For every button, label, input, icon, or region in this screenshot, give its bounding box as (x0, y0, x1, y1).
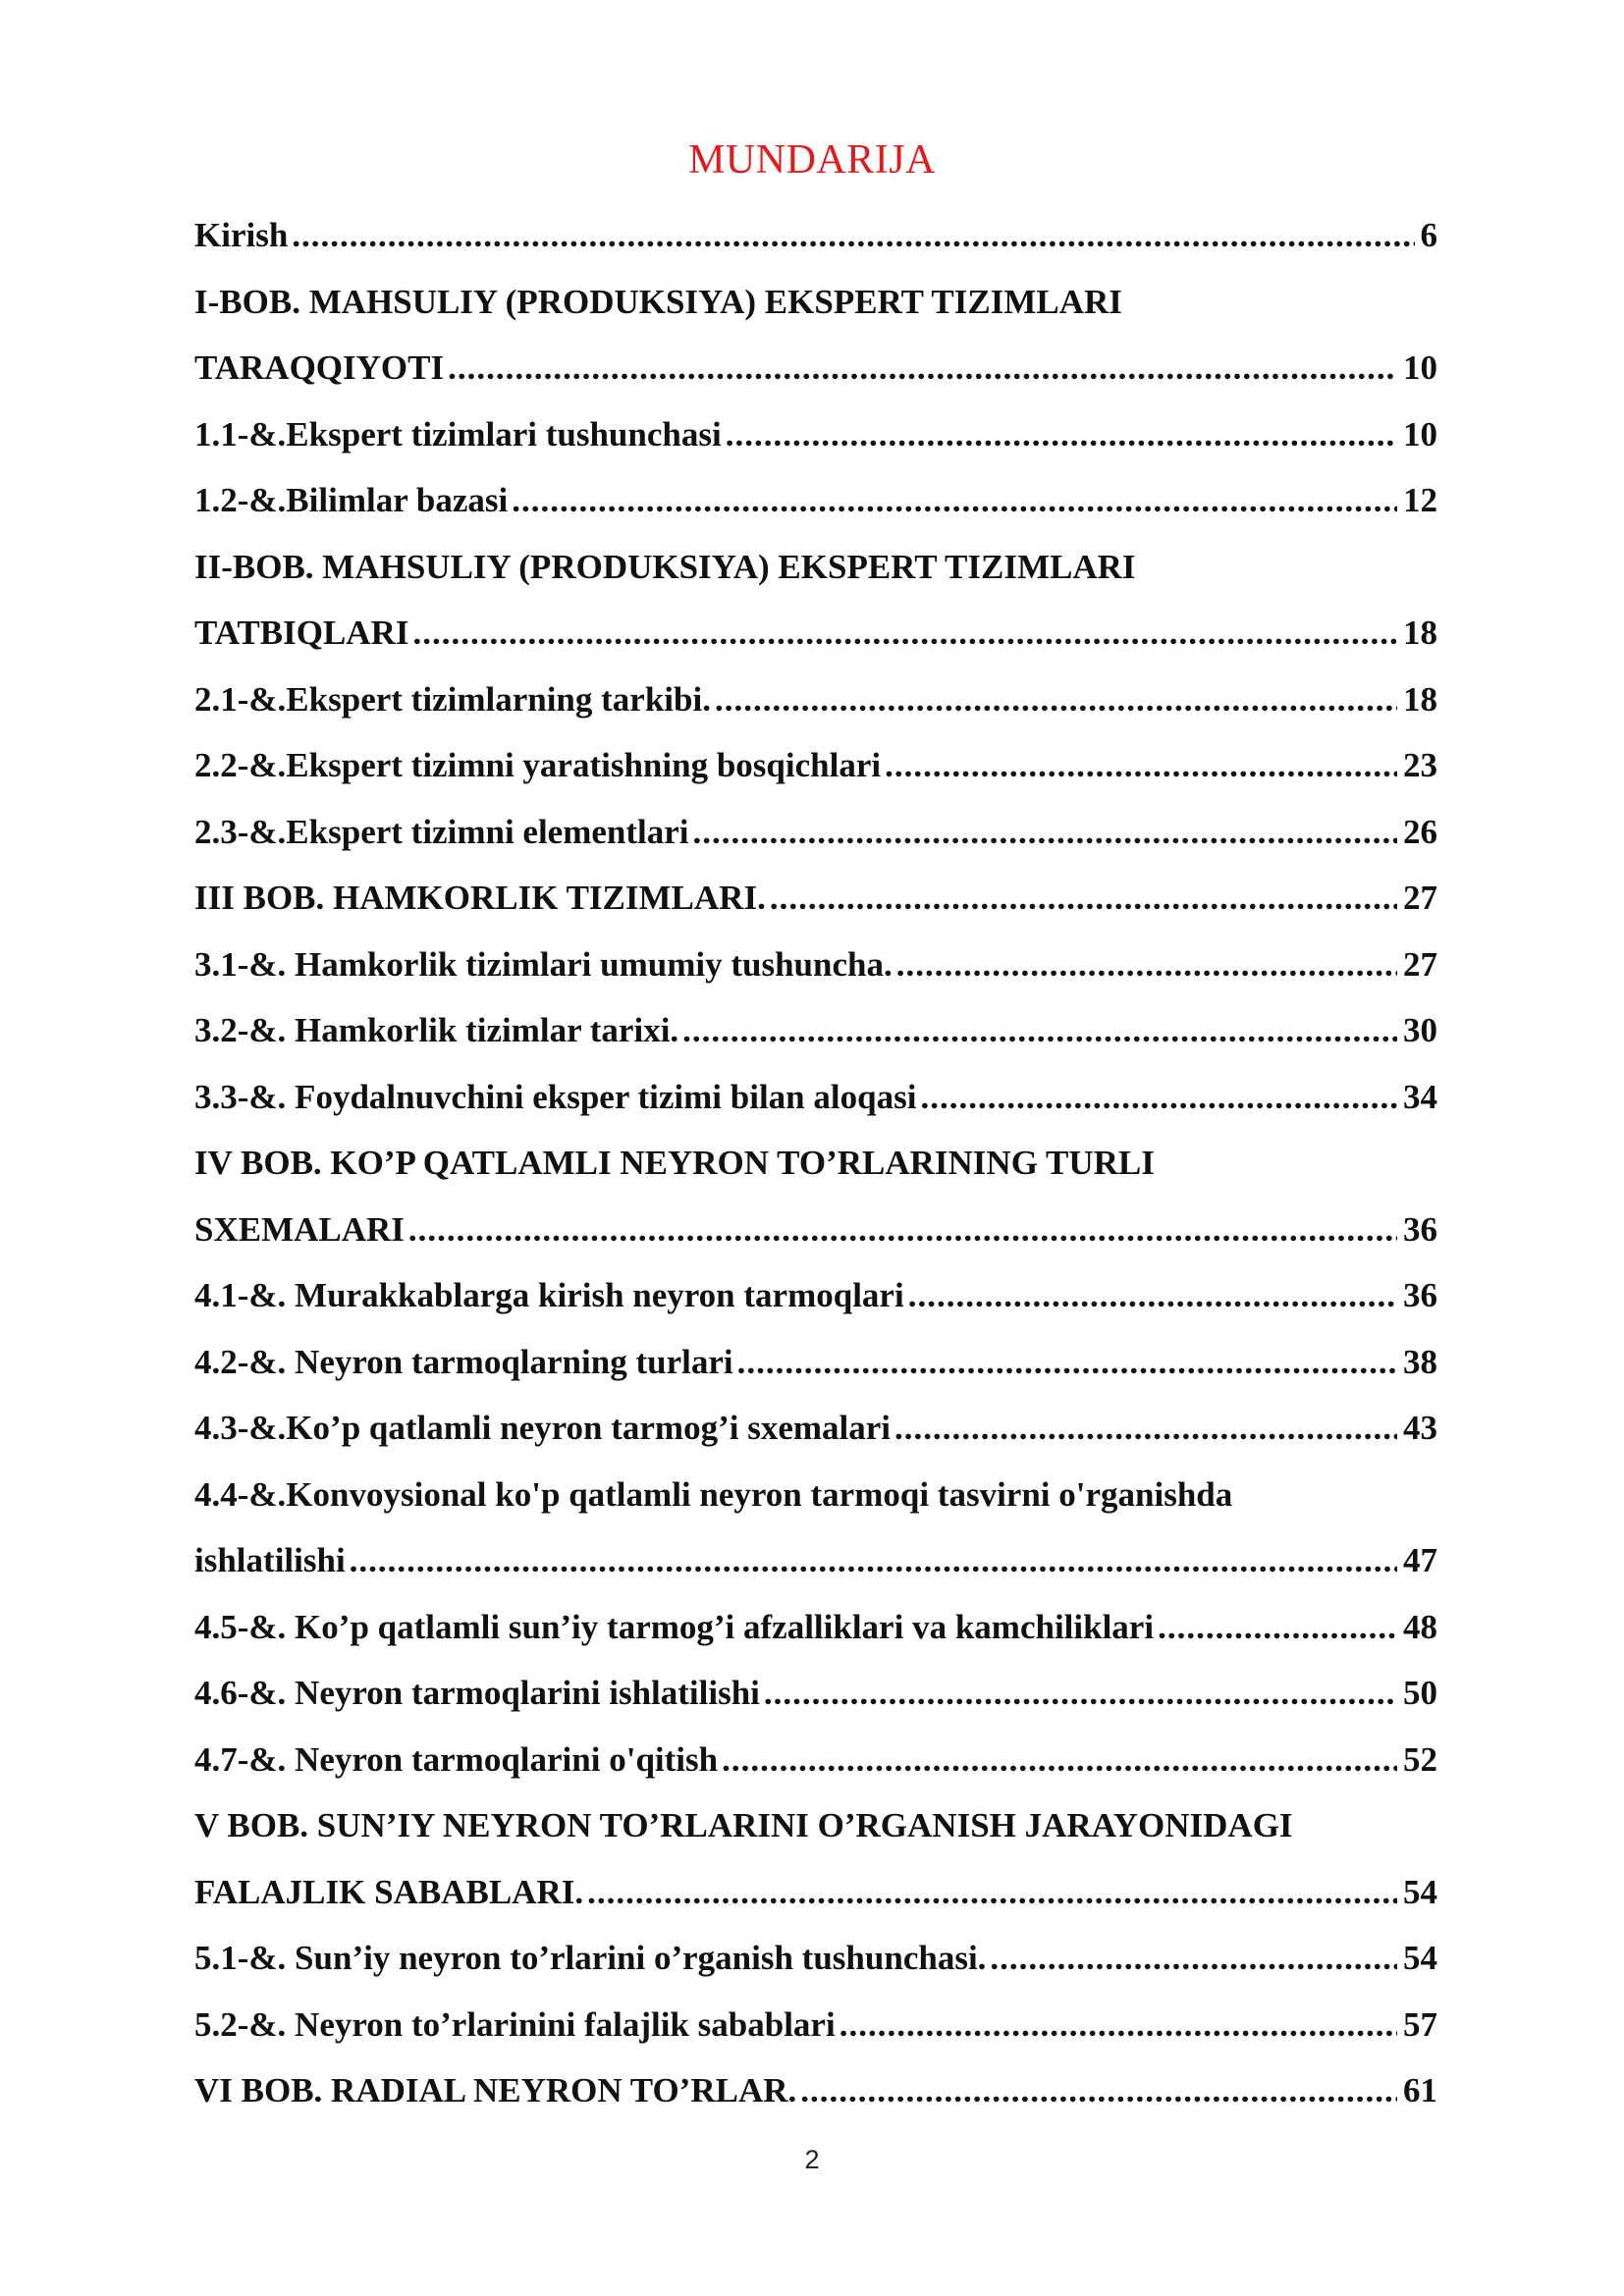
toc-entry[interactable] (194, 1064, 1437, 1131)
dot-leader (894, 1395, 1397, 1462)
dot-leader (292, 202, 1414, 269)
toc-entry[interactable] (194, 600, 1437, 667)
toc-entry-page: 48 (1403, 1607, 1437, 1646)
toc-entry-title: I-BOB. MAHSULIY (PRODUKSIYA) EKSPERT TIZIMLARI (194, 282, 1122, 321)
toc-entry-title: 4.4-&.Konvoysional ko'p qatlamli neyron tarmoqi tasvirni o'rganishda (194, 1474, 1233, 1514)
toc-entry-page: 54 (1403, 1872, 1437, 1911)
dot-leader (839, 1992, 1397, 2058)
toc-entry-title: 4.2-&. Neyron tarmoqlarning turlari (194, 1342, 733, 1381)
toc-entry[interactable] (194, 1329, 1437, 1396)
dot-leader (800, 2057, 1397, 2124)
toc-entry[interactable] (194, 1594, 1437, 1661)
toc-entry[interactable] (194, 1395, 1437, 1462)
dot-leader (1158, 1594, 1397, 1661)
dot-leader (693, 799, 1397, 866)
toc-entry[interactable] (194, 534, 1437, 601)
toc-entry[interactable] (194, 1262, 1437, 1329)
dot-leader (412, 600, 1397, 667)
toc-entry[interactable] (194, 1197, 1437, 1263)
toc-entry-title: 3.3-&. Foydalnuvchini eksper tizimi bilan aloqasi (194, 1077, 917, 1116)
toc-entry-page: 36 (1403, 1209, 1437, 1249)
toc-entry-page: 27 (1403, 944, 1437, 984)
dot-leader (764, 1660, 1397, 1727)
toc-entry[interactable] (194, 269, 1437, 336)
toc-entry-title: SXEMALARI (194, 1209, 405, 1249)
toc-entry[interactable] (194, 997, 1437, 1064)
toc-entry[interactable] (194, 1527, 1437, 1594)
dot-leader (350, 1527, 1397, 1594)
toc-entry-title: 2.1-&.Ekspert tizimlarning tarkibi. (194, 679, 711, 719)
toc-entry-title: VI BOB. RADIAL NEYRON TO’RLAR. (194, 2071, 797, 2109)
toc-entry-title: ishlatilishi (194, 1541, 346, 1579)
toc-entry-page: 23 (1403, 746, 1437, 784)
dot-leader (737, 1329, 1397, 1396)
toc-entry[interactable] (194, 1992, 1437, 2058)
toc-entry[interactable] (194, 401, 1437, 468)
toc-entry-page: 43 (1403, 1409, 1437, 1447)
toc-entry[interactable] (194, 1792, 1437, 1859)
toc-entry-title: 3.1-&. Hamkorlik tizimlari umumiy tushuncha. (194, 944, 893, 984)
toc-entry-page: 61 (1403, 2071, 1437, 2109)
toc-entry[interactable] (194, 1859, 1437, 1926)
toc-entry-page: 26 (1403, 812, 1437, 851)
page-number: 2 (804, 2145, 820, 2174)
dot-leader (726, 401, 1397, 468)
dot-leader (908, 1262, 1397, 1329)
dot-leader (448, 335, 1397, 401)
toc-entry-title: 1.1-&.Ekspert tizimlari tushunchasi (194, 414, 722, 454)
toc-entry[interactable] (194, 1130, 1437, 1197)
toc-entry-title: TATBIQLARI (194, 614, 409, 652)
toc-entry-page: 12 (1403, 481, 1437, 519)
toc-entry[interactable] (194, 799, 1437, 866)
toc-entry[interactable] (194, 1660, 1437, 1727)
toc-entry-title: 1.2-&.Bilimlar bazasi (194, 481, 509, 519)
toc-entry-title: 4.6-&. Neyron tarmoqlarini ishlatilishi (194, 1674, 760, 1712)
dot-leader (885, 732, 1397, 799)
toc-entry-title: 4.7-&. Neyron tarmoqlarini o'qitish (194, 1739, 719, 1779)
dot-leader (682, 997, 1397, 1064)
toc-entry-page: 36 (1403, 1276, 1437, 1314)
toc-entry-page: 18 (1403, 614, 1437, 652)
toc-entry-page: 52 (1403, 1739, 1437, 1779)
toc-entry[interactable] (194, 667, 1437, 733)
toc-entry-page: 10 (1403, 414, 1437, 454)
toc-entry-page: 50 (1403, 1674, 1437, 1712)
dot-leader (512, 467, 1397, 534)
toc-entry-page: 6 (1420, 216, 1437, 254)
dot-leader (715, 667, 1397, 733)
toc-entry[interactable] (194, 467, 1437, 534)
toc-entry-title: 5.2-&. Neyron to’rlarinini falajlik sabablari (194, 2004, 836, 2044)
toc-entry[interactable] (194, 1462, 1437, 1528)
toc-entry-page: 27 (1403, 879, 1437, 917)
toc-entry[interactable] (194, 1727, 1437, 1793)
toc-entry-page: 57 (1403, 2004, 1437, 2044)
toc-entry-title: FALAJLIK SABABLARI. (194, 1872, 584, 1911)
toc-entry-title: V BOB. SUN’IY NEYRON TO’RLARINI O’RGANISH JARAYONIDAGI (194, 1806, 1293, 1844)
toc-entry-title: Kirish (194, 216, 289, 254)
dot-leader (896, 932, 1397, 998)
dot-leader (587, 1859, 1397, 1926)
toc-entry[interactable] (194, 932, 1437, 998)
toc-entry-page: 34 (1403, 1077, 1437, 1116)
dot-leader (990, 1925, 1397, 1992)
dot-leader (920, 1064, 1397, 1131)
dot-leader (408, 1197, 1397, 1263)
toc-entry-title: 3.2-&. Hamkorlik tizimlar tarixi. (194, 1011, 679, 1049)
toc-entry[interactable] (194, 732, 1437, 799)
toc-entry[interactable] (194, 1925, 1437, 1992)
toc-entry-title: 4.1-&. Murakkablarga kirish neyron tarmoqlari (194, 1276, 904, 1314)
toc-entry-title: 2.3-&.Ekspert tizimni elementlari (194, 812, 689, 851)
toc-entry-title: 4.5-&. Ko’p qatlamli sun’iy tarmog’i afzalliklari va kamchiliklari (194, 1607, 1155, 1646)
dot-leader (722, 1727, 1397, 1793)
toc-entry-title: 2.2-&.Ekspert tizimni yaratishning bosqichlari (194, 746, 882, 784)
toc-entry-title: 5.1-&. Sun’iy neyron to’rlarini o’rganish tushunchasi. (194, 1939, 987, 1977)
toc-entry-title: 4.3-&.Ko’p qatlamli neyron tarmog’i sxemalari (194, 1409, 891, 1447)
toc-entry-title: II-BOB. MAHSULIY (PRODUKSIYA) EKSPERT TIZIMLARI (194, 547, 1136, 586)
toc-entry-title: III BOB. HAMKORLIK TIZIMLARI. (194, 879, 766, 917)
toc-entry-page: 30 (1403, 1011, 1437, 1049)
toc-entry[interactable] (194, 202, 1437, 269)
toc-entry-page: 38 (1403, 1342, 1437, 1381)
toc-entry-page: 47 (1403, 1541, 1437, 1579)
toc-entry-page: 54 (1403, 1939, 1437, 1977)
toc-entry-title: IV BOB. KO’P QATLAMLI NEYRON TO’RLARINING TURLI (194, 1144, 1155, 1182)
toc-entry-page: 10 (1403, 348, 1437, 387)
table-of-contents (194, 202, 1437, 2124)
toc-entry[interactable] (194, 335, 1437, 401)
toc-entry[interactable] (194, 2057, 1437, 2124)
toc-entry-title: TARAQQIYOTI (194, 348, 445, 387)
dot-leader (770, 865, 1397, 932)
toc-entry-page: 18 (1403, 679, 1437, 719)
page-title: MUNDARIJA (688, 137, 936, 183)
toc-entry[interactable] (194, 865, 1437, 932)
